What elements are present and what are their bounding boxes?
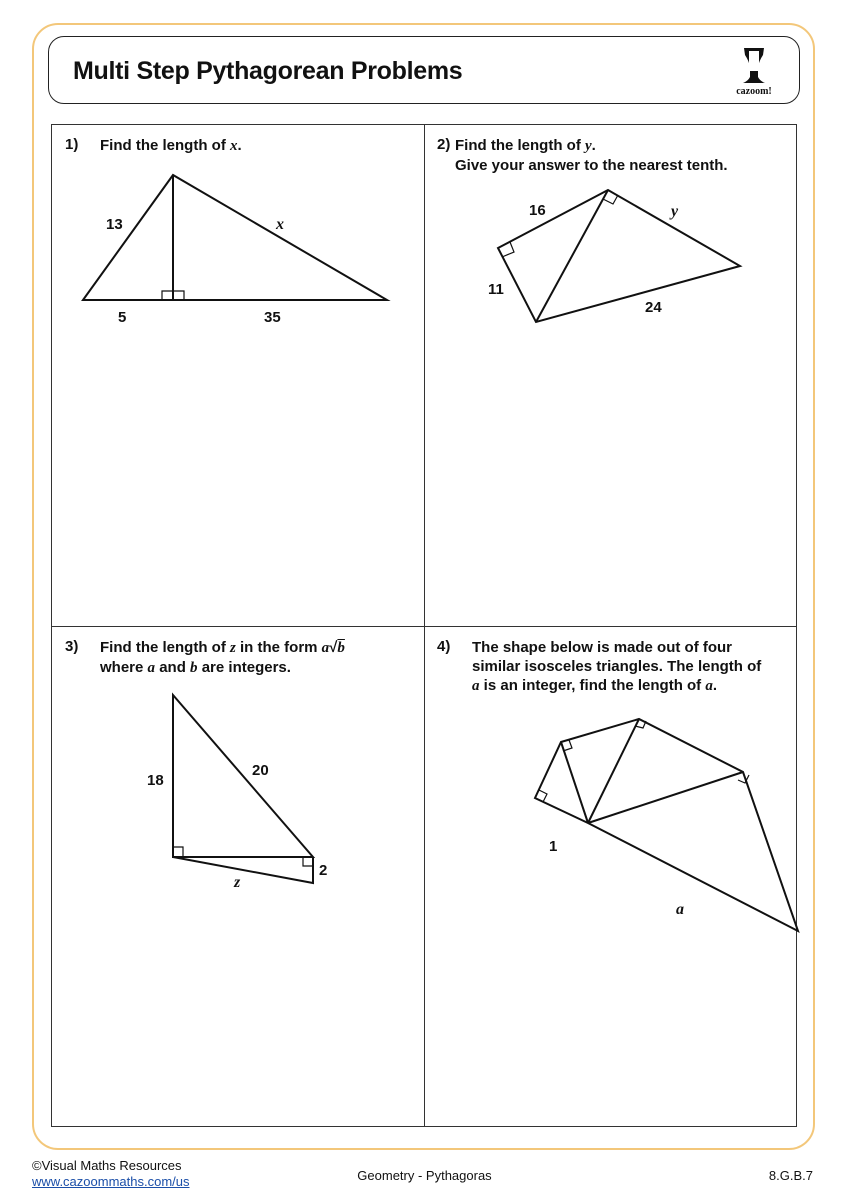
prompt-text: Find the length of — [100, 137, 226, 154]
label-1: 1 — [549, 838, 558, 855]
prompt-text: Find the length of — [455, 137, 581, 154]
label-y: y — [671, 203, 679, 220]
footer-standard: 8.G.B.7 — [768, 1168, 813, 1183]
triangle-diagram — [52, 125, 424, 625]
title-bar — [48, 36, 800, 104]
prompt-end: . — [591, 137, 596, 154]
triangle-outline — [83, 175, 387, 300]
large-triangle-outline — [173, 695, 313, 857]
label-a: a — [676, 901, 684, 918]
footer-topic: Geometry - Pythagoras — [357, 1168, 492, 1183]
right-angle-mark-small — [303, 857, 313, 866]
prompt-variable: x — [229, 138, 238, 154]
small-triangle-outline — [173, 857, 313, 883]
question-number: 2) — [437, 136, 451, 153]
label-2: 2 — [319, 862, 328, 879]
spoke-1 — [561, 742, 588, 823]
question-number: 4) — [437, 638, 451, 655]
question-4 — [425, 627, 797, 1127]
prompt-variable: z — [229, 640, 236, 656]
copyright-text: ©Visual Maths Resources — [32, 1158, 182, 1173]
question-2 — [425, 125, 797, 625]
prompt-line-3: is an integer, find the length of — [483, 677, 702, 694]
prompt-variable: y — [584, 138, 592, 154]
question-number: 3) — [65, 638, 79, 655]
prompt-mid: in the form — [240, 639, 318, 656]
label-18: 18 — [147, 772, 164, 789]
prompt-text: Find the length of — [100, 639, 226, 656]
label-x: x — [276, 216, 284, 233]
prompt-line-2: Give your answer to the nearest tenth. — [455, 157, 728, 174]
prompt-line-1: The shape below is made out of four — [472, 639, 733, 656]
page-title: Multi Step Pythagorean Problems — [73, 57, 463, 85]
line3-end: . — [712, 677, 718, 694]
label-20: 20 — [252, 762, 269, 779]
question-1 — [52, 125, 424, 625]
line2-pre: where — [100, 659, 144, 676]
form-b: b — [337, 640, 345, 656]
question-grid — [51, 124, 797, 1127]
spoke-3 — [588, 772, 743, 823]
label-13: 13 — [106, 216, 123, 233]
line3-var: a — [472, 678, 480, 694]
sqrt-sign: √ — [329, 639, 338, 656]
logo-text: cazoom! — [736, 86, 772, 97]
label-24: 24 — [645, 299, 662, 316]
line2-a: a — [147, 660, 156, 676]
label-5: 5 — [118, 309, 127, 326]
quadrilateral-diagram — [425, 125, 797, 625]
prompt-end: . — [237, 137, 242, 154]
right-angle-mark-large — [173, 847, 183, 857]
label-11: 11 — [488, 281, 504, 298]
outer-outline — [535, 719, 798, 931]
label-16: 16 — [529, 202, 546, 219]
line3-var2: a — [705, 678, 713, 694]
spoke-2 — [588, 719, 639, 823]
line2-b: b — [190, 660, 198, 676]
website-link[interactable]: www.cazoommaths.com/us — [32, 1174, 190, 1189]
form-a: a — [321, 640, 330, 656]
line2-post: are integers. — [201, 659, 291, 676]
line2-and: and — [159, 659, 186, 676]
prompt-line-2: similar isosceles triangles. The length of — [472, 658, 762, 675]
question-number: 1) — [65, 136, 79, 153]
isosceles-spiral-diagram — [425, 627, 797, 1127]
question-3 — [52, 627, 424, 1127]
cazoom-logo — [725, 45, 783, 97]
label-35: 35 — [264, 309, 281, 326]
stacked-triangles-diagram — [52, 627, 424, 1127]
label-z: z — [234, 874, 241, 891]
